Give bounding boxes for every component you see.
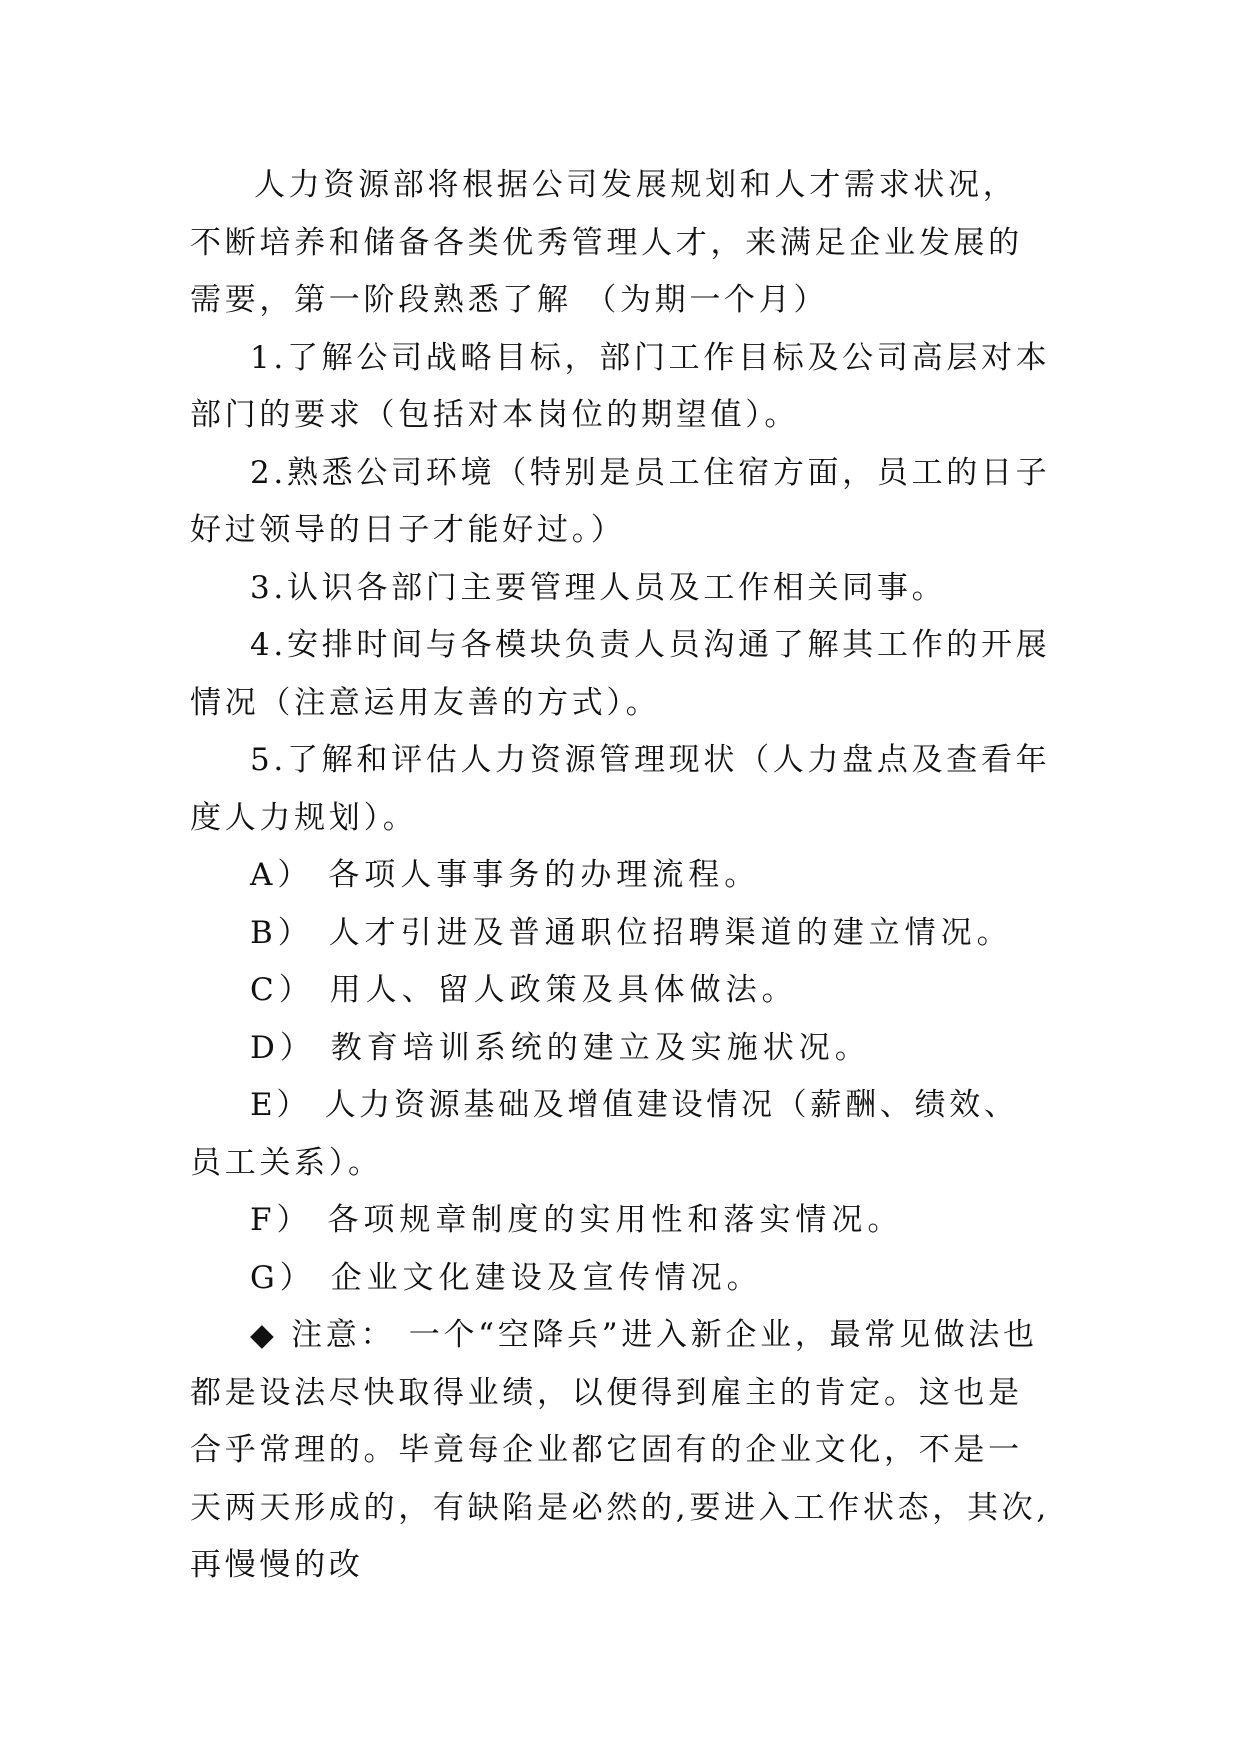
sub-item-a: A） 各项人事事务的办理流程。 <box>250 857 761 893</box>
item-1-paragraph: 1.了解公司战略目标，部门工作目标及公司高层对本部门的要求（包括对本岗位的期望值）。 <box>190 339 1051 433</box>
item-2-paragraph: 2.熟悉公司环境（特别是员工住宿方面，员工的日子好过领导的日子才能好过。） <box>190 454 1051 548</box>
item-3-paragraph: 3.认识各部门主要管理人员及工作相关同事。 <box>250 569 947 606</box>
sub-item-c: C） 用人、留人政策及具体做法。 <box>250 972 798 1008</box>
sub-item-d: D） 教育培训系统的建立及实施状况。 <box>250 1029 871 1066</box>
sub-item-f: F） 各项规章制度的实用性和落实情况。 <box>250 1202 904 1238</box>
sub-item-g: G） 企业文化建设及宣传情况。 <box>250 1259 763 1296</box>
item-4-paragraph: 4.安排时间与各模块负责人员沟通了解其工作的开展情况（注意运用友善的方式）。 <box>190 627 1051 721</box>
item-5-paragraph: 5.了解和评估人力资源管理现状（人力盘点及查看年度人力规划）。 <box>190 742 1051 836</box>
sub-item-b: B） 人才引进及普通职位招聘渠道的建立情况。 <box>250 914 1013 951</box>
sub-item-e: E） 人力资源基础及增值建设情况（薪酬、绩效、员工关系）。 <box>190 1087 1019 1181</box>
note-paragraph: ◆ 注意： 一个“空降兵”进入新企业，最常见做法也都是设法尽快取得业绩，以便得到雇主的肯定。这也是合乎常理的。毕竟每企业都它固有的企业文化，不是一天两天形成的，有缺陷是必然的,要进入工作状态，其次,再慢慢的改 <box>190 1317 1050 1583</box>
intro-paragraph: 人力资源部将根据公司发展规划和人才需求状况，不断培养和储备各类优秀管理人才，来满足企业发展的需要，第一阶段熟悉了解 （为期一个月） <box>190 167 1023 318</box>
